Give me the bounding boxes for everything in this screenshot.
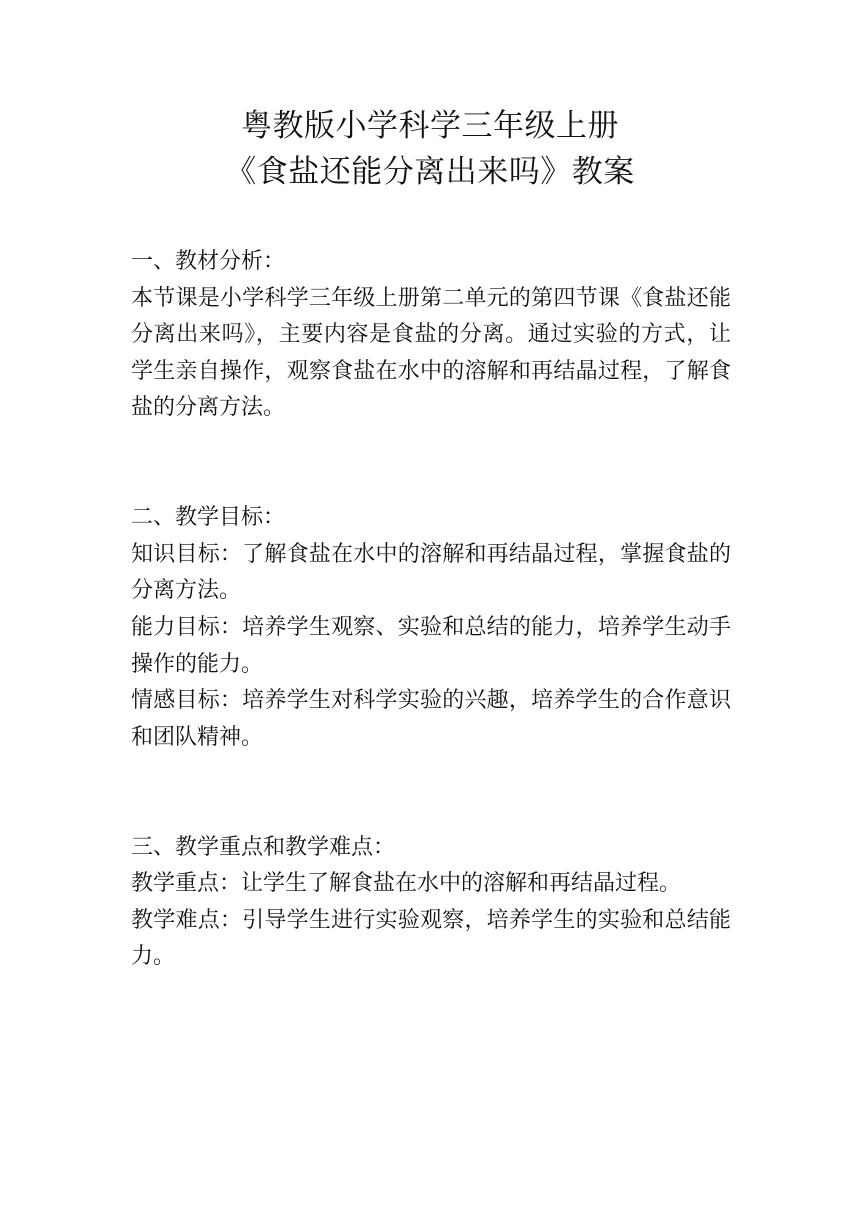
section-spacer	[131, 427, 731, 500]
document-title-line1: 粤教版小学科学三年级上册	[241, 108, 619, 144]
paragraph-knowledge-objective: 知识目标：了解食盐在水中的溶解和再结晶过程，掌握食盐的分离方法。	[131, 541, 731, 604]
document-title-line2: 《食盐还能分离出来吗》教案	[225, 154, 635, 190]
section-heading: 二、教学目标：	[131, 505, 286, 531]
section-key-and-difficult-points	[131, 830, 731, 976]
section-teaching-objectives	[131, 500, 731, 756]
section-heading: 一、教材分析：	[131, 249, 286, 274]
paragraph-emotional-objective: 情感目标：培养学生对科学实验的兴趣，培养学生的合作意识和团队精神。	[131, 688, 731, 750]
paragraph-difficult-point: 教学难点：引导学生进行实验观察，培养学生的实验和总结能力。	[131, 907, 731, 970]
document-body	[131, 244, 731, 976]
paragraph: 本节课是小学科学三年级上册第二单元的第四节课《食盐还能分离出来吗》，主要内容是食盐的分离。通过实验的方式，让学生亲自操作，观察食盐在水中的溶解和再结晶过程，了解食盐的分离方法。	[131, 285, 731, 421]
paragraph-ability-objective: 能力目标：培养学生观察、实验和总结的能力，培养学生动手操作的能力。	[131, 614, 731, 677]
section-heading: 三、教学重点和教学难点：	[131, 834, 396, 860]
section-spacer	[131, 756, 731, 829]
section-textbook-analysis	[131, 244, 731, 427]
paragraph-key-point: 教学重点：让学生了解食盐在水中的溶解和再结晶过程。	[131, 871, 682, 897]
